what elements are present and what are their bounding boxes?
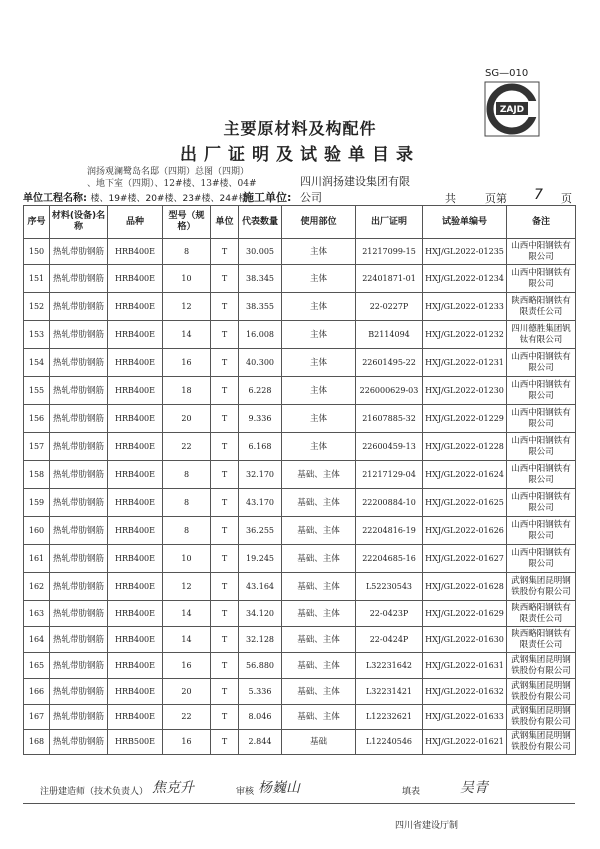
grade: HRB400E <box>108 377 163 405</box>
row-number: 152 <box>24 293 50 321</box>
quantity: 32.170 <box>239 461 282 489</box>
column-header: 备注 <box>507 206 576 239</box>
construction-company: 四川润扬建设集团有限 <box>300 175 410 188</box>
material-name: 热轧带肋钢筋 <box>50 405 108 433</box>
issuer-text: 四川省建设厅制 <box>395 821 459 831</box>
spec: 10 <box>163 545 211 573</box>
usage-part: 主体 <box>282 405 356 433</box>
manufacturer: 陕西略阳钢铁有限责任公司 <box>507 293 576 321</box>
usage-part: 主体 <box>282 377 356 405</box>
manufacturer: 山西中阳钢铁有限公司 <box>507 433 576 461</box>
row-number: 157 <box>24 433 50 461</box>
material-name: 热轧带肋钢筋 <box>50 545 108 573</box>
manufacturer: 山西中阳钢铁有限公司 <box>507 545 576 573</box>
construction-company-cont: 公司 <box>300 191 322 204</box>
unit: T <box>211 573 239 601</box>
quantity: 38.345 <box>239 265 282 293</box>
manufacturer: 陕西略阳钢铁有限责任公司 <box>507 601 576 627</box>
spec: 12 <box>163 293 211 321</box>
test-report-no: HXJ/GL2022-01633 <box>423 705 507 730</box>
row-number: 159 <box>24 489 50 517</box>
spec: 8 <box>163 517 211 545</box>
grade: HRB400E <box>108 405 163 433</box>
usage-part: 基础、主体 <box>282 653 356 679</box>
grade: HRB400E <box>108 545 163 573</box>
materials-table <box>23 205 576 755</box>
certificate-no: 22-0424P <box>356 627 423 653</box>
test-report-no: HXJ/GL2022-01235 <box>423 239 507 265</box>
test-report-no: HXJ/GL2022-01630 <box>423 627 507 653</box>
row-number: 168 <box>24 730 50 755</box>
column-header: 使用部位 <box>282 206 356 239</box>
certificate-no: 22401871-01 <box>356 265 423 293</box>
quantity: 30.005 <box>239 239 282 265</box>
table-row <box>24 517 576 545</box>
certificate-no: 21217099-15 <box>356 239 423 265</box>
row-number: 151 <box>24 265 50 293</box>
column-header: 单位 <box>211 206 239 239</box>
form-code: SG—010 <box>485 68 529 79</box>
table-row <box>24 679 576 705</box>
unit: T <box>211 601 239 627</box>
unit: T <box>211 265 239 293</box>
grade: HRB400E <box>108 321 163 349</box>
test-report-no: HXJ/GL2022-01632 <box>423 679 507 705</box>
manufacturer: 山西中阳钢铁有限公司 <box>507 239 576 265</box>
table-row <box>24 239 576 265</box>
column-header: 试验单编号 <box>423 206 507 239</box>
row-number: 160 <box>24 517 50 545</box>
certificate-no: L32231642 <box>356 653 423 679</box>
grade: HRB400E <box>108 573 163 601</box>
certificate-no: 22204816-19 <box>356 517 423 545</box>
spec: 16 <box>163 730 211 755</box>
unit: T <box>211 517 239 545</box>
grade: HRB400E <box>108 517 163 545</box>
material-name: 热轧带肋钢筋 <box>50 265 108 293</box>
unit: T <box>211 293 239 321</box>
unit: T <box>211 627 239 653</box>
table-row <box>24 433 576 461</box>
material-name: 热轧带肋钢筋 <box>50 730 108 755</box>
quantity: 43.170 <box>239 489 282 517</box>
test-report-no: HXJ/GL2022-01229 <box>423 405 507 433</box>
engineer-label: 注册建造师（技术负责人） <box>40 787 149 797</box>
unit: T <box>211 653 239 679</box>
manufacturer: 武钢集团昆明钢铁股份有限公司 <box>507 573 576 601</box>
manufacturer: 山西中阳钢铁有限公司 <box>507 461 576 489</box>
grade: HRB400E <box>108 627 163 653</box>
certificate-no: B2114094 <box>356 321 423 349</box>
test-report-no: HXJ/GL2022-01625 <box>423 489 507 517</box>
manufacturer: 山西中阳钢铁有限公司 <box>507 377 576 405</box>
certificate-no: L32231421 <box>356 679 423 705</box>
manufacturer: 武钢集团昆明钢铁股份有限公司 <box>507 653 576 679</box>
table-row <box>24 293 576 321</box>
usage-part: 主体 <box>282 349 356 377</box>
filler-label: 填表 <box>402 787 421 797</box>
unit: T <box>211 433 239 461</box>
page-label: 页第 <box>485 192 507 205</box>
table-row <box>24 377 576 405</box>
spec: 8 <box>163 239 211 265</box>
material-name: 热轧带肋钢筋 <box>50 517 108 545</box>
grade: HRB400E <box>108 601 163 627</box>
material-name: 热轧带肋钢筋 <box>50 461 108 489</box>
quantity: 38.355 <box>239 293 282 321</box>
unit: T <box>211 461 239 489</box>
table-row <box>24 730 576 755</box>
usage-part: 主体 <box>282 293 356 321</box>
material-name: 热轧带肋钢筋 <box>50 293 108 321</box>
row-number: 155 <box>24 377 50 405</box>
grade: HRB400E <box>108 239 163 265</box>
test-report-no: HXJ/GL2022-01631 <box>423 653 507 679</box>
manufacturer: 山西中阳钢铁有限公司 <box>507 349 576 377</box>
row-number: 156 <box>24 405 50 433</box>
construction-label: 施工单位: <box>243 191 292 204</box>
project-label <box>23 189 247 204</box>
table-row <box>24 265 576 293</box>
page-suffix: 页 <box>561 192 572 205</box>
logo-text: ZAJD <box>499 105 525 115</box>
quantity: 8.046 <box>239 705 282 730</box>
spec: 10 <box>163 265 211 293</box>
project-name-line: 、地下室（四期）、12#楼、13#楼、04# <box>87 179 257 189</box>
grade: HRB400E <box>108 349 163 377</box>
table-row <box>24 545 576 573</box>
material-name: 热轧带肋钢筋 <box>50 627 108 653</box>
spec: 18 <box>163 377 211 405</box>
unit: T <box>211 705 239 730</box>
quantity: 9.336 <box>239 405 282 433</box>
project-name-line: 楼、19#楼、20#楼、23#楼、24#楼 <box>90 194 248 204</box>
certificate-no: L12240546 <box>356 730 423 755</box>
engineer-signature: 焦克升 <box>152 780 194 796</box>
certificate-no: 22204685-16 <box>356 545 423 573</box>
manufacturer: 武钢集团昆明钢铁股份有限公司 <box>507 730 576 755</box>
test-report-no: HXJ/GL2022-01232 <box>423 321 507 349</box>
test-report-no: HXJ/GL2022-01629 <box>423 601 507 627</box>
grade: HRB400E <box>108 461 163 489</box>
row-number: 163 <box>24 601 50 627</box>
grade: HRB400E <box>108 489 163 517</box>
usage-part: 基础、主体 <box>282 517 356 545</box>
test-report-no: HXJ/GL2022-01626 <box>423 517 507 545</box>
row-number: 158 <box>24 461 50 489</box>
table-row <box>24 627 576 653</box>
row-number: 150 <box>24 239 50 265</box>
spec: 22 <box>163 433 211 461</box>
test-report-no: HXJ/GL2022-01231 <box>423 349 507 377</box>
project-name-line: 润扬观澜鹭岛名邸（四期）总图（四期） <box>87 167 250 177</box>
table-row <box>24 461 576 489</box>
test-report-no: HXJ/GL2022-01627 <box>423 545 507 573</box>
table-row <box>24 705 576 730</box>
total-pages-label: 共 <box>445 192 456 205</box>
column-header: 代表数量 <box>239 206 282 239</box>
usage-part: 基础 <box>282 730 356 755</box>
unit: T <box>211 405 239 433</box>
document-title: 主要原材料及构配件 <box>223 119 377 138</box>
material-name: 热轧带肋钢筋 <box>50 377 108 405</box>
column-header: 出厂证明 <box>356 206 423 239</box>
usage-part: 基础、主体 <box>282 705 356 730</box>
usage-part: 基础、主体 <box>282 627 356 653</box>
spec: 20 <box>163 405 211 433</box>
column-header: 型号（规格） <box>163 206 211 239</box>
grade: HRB500E <box>108 730 163 755</box>
row-number: 165 <box>24 653 50 679</box>
grade: HRB400E <box>108 705 163 730</box>
test-report-no: HXJ/GL2022-01621 <box>423 730 507 755</box>
spec: 14 <box>163 601 211 627</box>
material-name: 热轧带肋钢筋 <box>50 433 108 461</box>
grade: HRB400E <box>108 293 163 321</box>
usage-part: 基础、主体 <box>282 573 356 601</box>
usage-part: 基础、主体 <box>282 545 356 573</box>
material-name: 热轧带肋钢筋 <box>50 349 108 377</box>
row-number: 154 <box>24 349 50 377</box>
material-name: 热轧带肋钢筋 <box>50 653 108 679</box>
unit: T <box>211 679 239 705</box>
quantity: 16.008 <box>239 321 282 349</box>
certificate-no: 21607885-32 <box>356 405 423 433</box>
certificate-no: 22-0423P <box>356 601 423 627</box>
filler-signature: 吴青 <box>460 780 488 796</box>
column-header: 序号 <box>24 206 50 239</box>
test-report-no: HXJ/GL2022-01230 <box>423 377 507 405</box>
table-row <box>24 405 576 433</box>
manufacturer: 陕西略阳钢铁有限责任公司 <box>507 627 576 653</box>
material-name: 热轧带肋钢筋 <box>50 679 108 705</box>
reviewer-label: 审核 <box>236 787 255 797</box>
spec: 12 <box>163 573 211 601</box>
material-name: 热轧带肋钢筋 <box>50 573 108 601</box>
project-label-text: 单位工程名称: <box>23 193 87 204</box>
manufacturer: 武钢集团昆明钢铁股份有限公司 <box>507 705 576 730</box>
material-name: 热轧带肋钢筋 <box>50 489 108 517</box>
manufacturer: 山西中阳钢铁有限公司 <box>507 489 576 517</box>
row-number: 161 <box>24 545 50 573</box>
spec: 20 <box>163 679 211 705</box>
document-subtitle: 出厂证明及试验单目录 <box>180 145 420 165</box>
usage-part: 基础、主体 <box>282 679 356 705</box>
project-name <box>87 166 287 190</box>
quantity: 43.164 <box>239 573 282 601</box>
row-number: 167 <box>24 705 50 730</box>
grade: HRB400E <box>108 433 163 461</box>
certificate-no: 22600459-13 <box>356 433 423 461</box>
row-number: 166 <box>24 679 50 705</box>
column-header: 品种 <box>108 206 163 239</box>
quantity: 2.844 <box>239 730 282 755</box>
usage-part: 基础、主体 <box>282 601 356 627</box>
test-report-no: HXJ/GL2022-01234 <box>423 265 507 293</box>
spec: 8 <box>163 461 211 489</box>
quantity: 32.128 <box>239 627 282 653</box>
page-number: 7 <box>534 187 543 203</box>
spec: 8 <box>163 489 211 517</box>
test-report-no: HXJ/GL2022-01628 <box>423 573 507 601</box>
usage-part: 基础、主体 <box>282 461 356 489</box>
footer-rule <box>23 803 575 804</box>
manufacturer: 山西中阳钢铁有限公司 <box>507 265 576 293</box>
spec: 14 <box>163 627 211 653</box>
test-report-no: HXJ/GL2022-01228 <box>423 433 507 461</box>
quantity: 6.228 <box>239 377 282 405</box>
quantity: 34.120 <box>239 601 282 627</box>
certificate-no: L52230543 <box>356 573 423 601</box>
quantity: 6.168 <box>239 433 282 461</box>
spec: 16 <box>163 653 211 679</box>
spec: 22 <box>163 705 211 730</box>
spec: 14 <box>163 321 211 349</box>
quantity: 40.300 <box>239 349 282 377</box>
table-header-row <box>24 206 576 239</box>
test-report-no: HXJ/GL2022-01233 <box>423 293 507 321</box>
manufacturer: 山西中阳钢铁有限公司 <box>507 517 576 545</box>
certificate-no: 22200884-10 <box>356 489 423 517</box>
manufacturer: 山西中阳钢铁有限公司 <box>507 405 576 433</box>
usage-part: 主体 <box>282 321 356 349</box>
material-name: 热轧带肋钢筋 <box>50 321 108 349</box>
material-name: 热轧带肋钢筋 <box>50 239 108 265</box>
row-number: 164 <box>24 627 50 653</box>
certificate-no: 22601495-22 <box>356 349 423 377</box>
certificate-no: 21217129-04 <box>356 461 423 489</box>
unit: T <box>211 239 239 265</box>
unit: T <box>211 377 239 405</box>
table-row <box>24 573 576 601</box>
manufacturer: 武钢集团昆明钢铁股份有限公司 <box>507 679 576 705</box>
usage-part: 主体 <box>282 239 356 265</box>
unit: T <box>211 349 239 377</box>
test-report-no: HXJ/GL2022-01624 <box>423 461 507 489</box>
table-row <box>24 489 576 517</box>
certificate-no: L12232621 <box>356 705 423 730</box>
quantity: 56.880 <box>239 653 282 679</box>
unit: T <box>211 321 239 349</box>
table-row <box>24 349 576 377</box>
unit: T <box>211 730 239 755</box>
table-row <box>24 601 576 627</box>
certificate-no: 226000629-03 <box>356 377 423 405</box>
material-name: 热轧带肋钢筋 <box>50 705 108 730</box>
usage-part: 主体 <box>282 265 356 293</box>
grade: HRB400E <box>108 679 163 705</box>
quantity: 5.336 <box>239 679 282 705</box>
table-row <box>24 653 576 679</box>
table-body <box>24 239 576 755</box>
usage-part: 基础、主体 <box>282 489 356 517</box>
material-name: 热轧带肋钢筋 <box>50 601 108 627</box>
row-number: 153 <box>24 321 50 349</box>
table-row <box>24 321 576 349</box>
reviewer-signature: 杨巍山 <box>258 780 300 796</box>
grade: HRB400E <box>108 653 163 679</box>
grade: HRB400E <box>108 265 163 293</box>
unit: T <box>211 545 239 573</box>
quantity: 19.245 <box>239 545 282 573</box>
spec: 16 <box>163 349 211 377</box>
row-number: 162 <box>24 573 50 601</box>
column-header: 材料(设备)名称 <box>50 206 108 239</box>
unit: T <box>211 489 239 517</box>
quantity: 36.255 <box>239 517 282 545</box>
usage-part: 主体 <box>282 433 356 461</box>
manufacturer: 四川德胜集团钒钛有限公司 <box>507 321 576 349</box>
certificate-no: 22-0227P <box>356 293 423 321</box>
